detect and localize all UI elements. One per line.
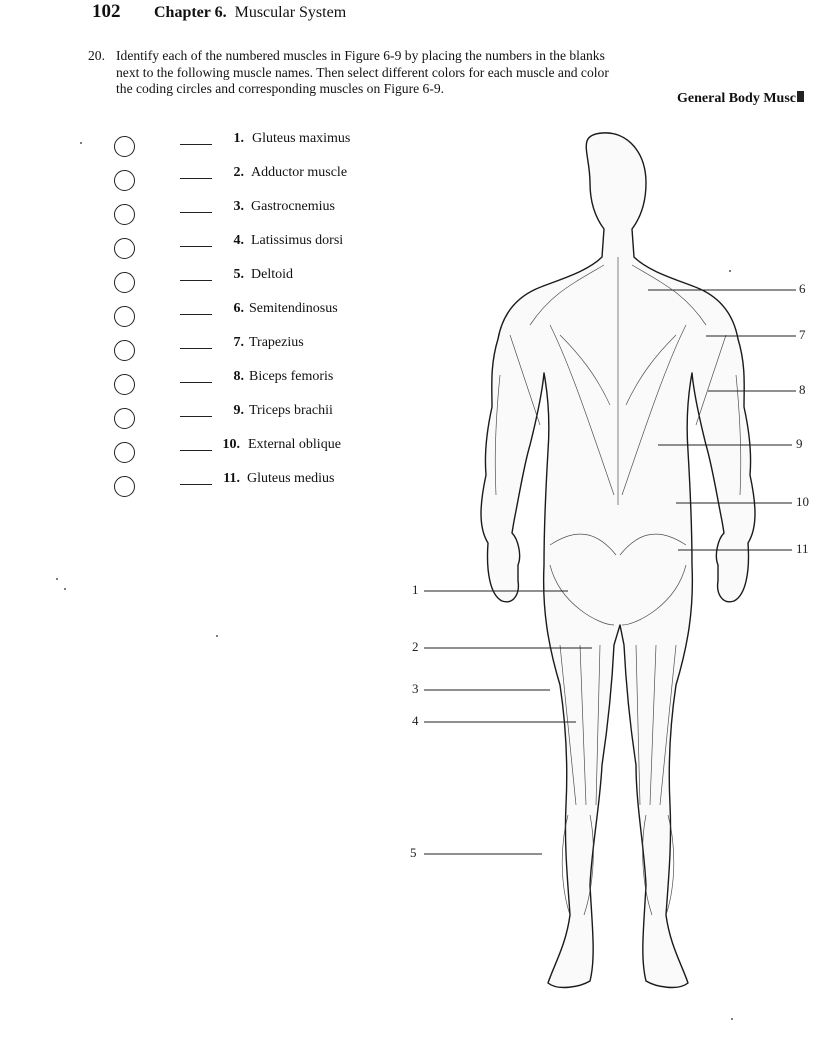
- page-number: 102: [92, 1, 121, 22]
- question-number: 20.: [88, 48, 105, 63]
- coding-circle[interactable]: [114, 238, 135, 259]
- coding-circle[interactable]: [114, 408, 135, 429]
- coding-circle[interactable]: [114, 272, 135, 293]
- muscle-number: 4.: [233, 233, 244, 248]
- muscle-name: Deltoid: [251, 267, 293, 282]
- scan-speck: [56, 578, 58, 580]
- callout-number: 10: [796, 494, 809, 509]
- callout-number: 9: [796, 436, 803, 451]
- muscle-name: Adductor muscle: [251, 165, 348, 180]
- scan-speck: [64, 588, 66, 590]
- page-header: [0, 0, 816, 30]
- muscle-figure: [400, 125, 816, 1035]
- muscle-name: Triceps brachii: [249, 403, 333, 418]
- muscle-number: 6.: [233, 301, 244, 316]
- body-posterior-illustration: [400, 125, 816, 1035]
- answer-blank[interactable]: [180, 178, 212, 179]
- muscle-number: 1.: [233, 131, 244, 146]
- callout-number: 7: [799, 327, 806, 342]
- muscle-number: 10.: [222, 437, 240, 452]
- answer-blank[interactable]: [180, 416, 212, 417]
- muscle-row: [0, 267, 420, 297]
- muscle-name: Gastrocnemius: [251, 199, 335, 214]
- muscle-row: [0, 471, 420, 501]
- muscle-row: [0, 131, 420, 161]
- coding-circle[interactable]: [114, 374, 135, 395]
- muscle-name: Semitendinosus: [249, 301, 338, 316]
- question-text: Identify each of the numbered muscles in Figure 6-9 by placing the numbers in the blanks next to the following muscle names. Then select different colors for each muscle and color the coding circles and corresponding muscles on Figure 6-9.: [116, 48, 609, 96]
- muscle-number: 8.: [233, 369, 244, 384]
- callout-number: 2: [412, 639, 419, 654]
- chapter-title: [154, 4, 346, 22]
- answer-blank[interactable]: [180, 144, 212, 145]
- muscle-row: [0, 335, 420, 365]
- muscle-number: 5.: [233, 267, 244, 282]
- answer-blank[interactable]: [180, 280, 212, 281]
- scan-speck: [729, 270, 731, 272]
- muscle-number: 11.: [223, 471, 240, 486]
- answer-blank[interactable]: [180, 382, 212, 383]
- callout-number: 3: [412, 681, 419, 696]
- muscle-name: External oblique: [248, 437, 341, 452]
- muscle-row: [0, 403, 420, 433]
- answer-blank[interactable]: [180, 450, 212, 451]
- callout-number: 1: [412, 582, 419, 597]
- muscle-name: Latissimus dorsi: [251, 233, 344, 248]
- chapter-label: Chapter 6.: [154, 4, 227, 21]
- coding-circle[interactable]: [114, 340, 135, 361]
- muscle-name: Trapezius: [249, 335, 304, 350]
- muscle-row: [0, 437, 420, 467]
- muscle-number: 2.: [233, 165, 244, 180]
- muscle-row: [0, 301, 420, 331]
- side-heading: General Body Musc: [677, 91, 804, 107]
- muscle-name: Biceps femoris: [249, 369, 334, 384]
- coding-circle[interactable]: [114, 306, 135, 327]
- muscle-name: Gluteus maximus: [252, 131, 351, 146]
- muscle-name: Gluteus medius: [247, 471, 335, 486]
- muscle-row: [0, 369, 420, 399]
- coding-circle[interactable]: [114, 476, 135, 497]
- coding-circle[interactable]: [114, 204, 135, 225]
- coding-circle[interactable]: [114, 170, 135, 191]
- callout-number: 4: [412, 713, 419, 728]
- muscle-row: [0, 233, 420, 263]
- answer-blank[interactable]: [180, 484, 212, 485]
- muscle-number: 7.: [233, 335, 244, 350]
- muscle-number: 3.: [233, 199, 244, 214]
- section-title: Muscular System: [234, 4, 347, 21]
- scan-speck: [216, 635, 218, 637]
- callout-number: 8: [799, 382, 806, 397]
- muscle-row: [0, 165, 420, 195]
- coding-circle[interactable]: [114, 442, 135, 463]
- muscle-row: [0, 199, 420, 229]
- scan-speck: [731, 1018, 733, 1020]
- coding-circle[interactable]: [114, 136, 135, 157]
- callout-number: 5: [410, 845, 417, 860]
- muscle-number: 9.: [233, 403, 244, 418]
- scan-speck: [80, 142, 82, 144]
- answer-blank[interactable]: [180, 348, 212, 349]
- answer-blank[interactable]: [180, 212, 212, 213]
- callout-number: 11: [796, 541, 809, 556]
- callout-number: 6: [799, 281, 806, 296]
- answer-blank[interactable]: [180, 246, 212, 247]
- answer-blank[interactable]: [180, 314, 212, 315]
